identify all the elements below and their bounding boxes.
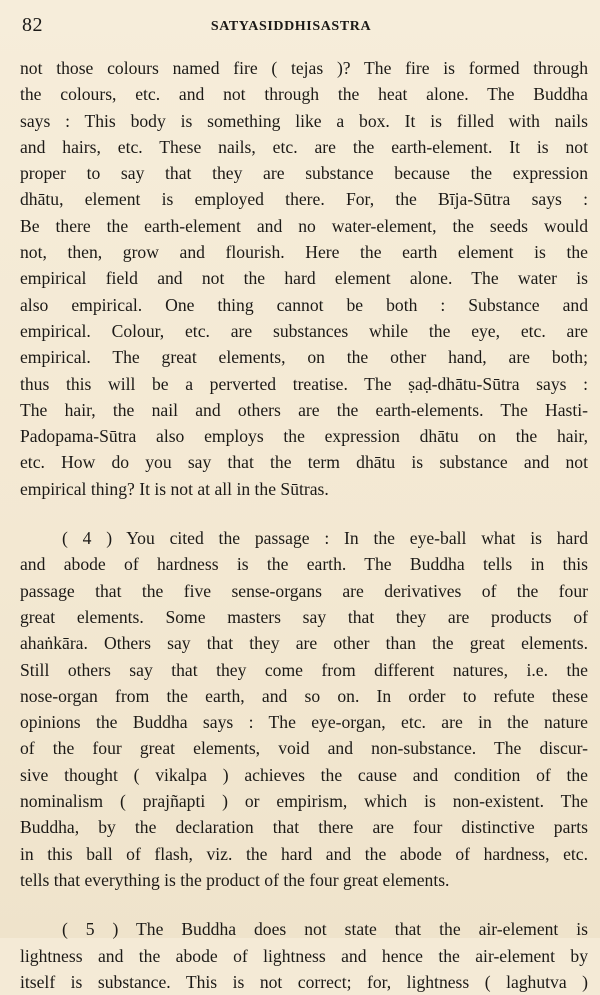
text-line: not, then, grow and flourish. Here the earth element is the <box>20 242 588 263</box>
text-line: empirical. Colour, etc. are substances while the eye, etc. are <box>20 320 588 341</box>
text-line: Still others say that they come from different natures, i.e. the <box>20 659 588 680</box>
text-line: nominalism ( prajñapti ) or empirism, which is non-existent. The <box>20 791 588 812</box>
text-line: proper to say that they are substance because the expression <box>20 163 588 184</box>
text-line: says : This body is something like a box. It is filled with nails <box>20 110 588 131</box>
text-line: Buddha, by the declaration that there are four distinctive parts <box>20 817 588 838</box>
text-line: ( 5 ) The Buddha does not state that the air-element is <box>62 919 588 940</box>
text-line: The hair, the nail and others are the earth-elements. The Hasti- <box>20 399 588 420</box>
text-line: nose-organ from the earth, and so on. In order to refute these <box>20 685 588 706</box>
text-line: empirical. The great elements, on the other hand, are both; <box>20 347 588 368</box>
text-line: ( 4 ) You cited the passage : In the eye-ball what is hard <box>62 528 588 549</box>
text-line: ahaṅkāra. Others say that they are other than the great elements. <box>20 633 588 654</box>
paragraph-gap <box>20 502 588 525</box>
text-line: passage that the five sense-organs are derivatives of the four <box>20 580 588 601</box>
text-line: opinions the Buddha says : The eye-organ, etc. are in the nature <box>20 712 588 733</box>
text-line: of the four great elements, void and non-substance. The discur- <box>20 738 588 759</box>
text-line: Be there the earth-element and no water-element, the seeds would <box>20 215 588 236</box>
text-line: thus this will be a perverted treatise. The ṣaḍ-dhātu-Sūtra says : <box>20 373 588 394</box>
page-number: 82 <box>22 14 43 36</box>
paragraph-3 <box>20 916 588 995</box>
text-line: empirical thing? It is not at all in the Sūtras. <box>20 478 329 499</box>
text-line: tells that everything is the product of the four great elements. <box>20 869 450 890</box>
text-line: etc. How do you say that the term dhātu is substance and not <box>20 452 588 473</box>
text-line: also empirical. One thing cannot be both : Substance and <box>20 294 588 315</box>
text-line: dhātu, element is employed there. For, the Bīja-Sūtra says : <box>20 189 588 210</box>
paragraph-gap <box>20 893 588 916</box>
paragraph-2 <box>20 525 588 893</box>
running-title: SATYASIDDHISASTRA <box>210 19 372 34</box>
text-line: sive thought ( vikalpa ) achieves the cause and condition of the <box>20 764 588 785</box>
text-line: great elements. Some masters say that they are products of <box>20 606 588 627</box>
text-line: empirical field and not the hard element alone. The water is <box>20 268 588 289</box>
page-header <box>22 10 578 40</box>
text-line: and abode of hardness is the earth. The Buddha tells in this <box>20 554 588 575</box>
text-line: the colours, etc. and not through the heat alone. The Buddha <box>20 84 588 105</box>
text-line: in this ball of flash, viz. the hard and the abode of hardness, etc. <box>20 843 588 864</box>
text-line: lightness and the abode of lightness and hence the air-element by <box>20 945 588 966</box>
text-line: Padopama-Sūtra also employs the expression dhātu on the hair, <box>20 426 588 447</box>
text-line: and hairs, etc. These nails, etc. are the earth-element. It is not <box>20 136 588 157</box>
text-line: not those colours named fire ( tejas )? The fire is formed through <box>20 58 588 78</box>
text-line: itself is substance. This is not correct; for, lightness ( laghutva ) <box>20 971 588 992</box>
body-text <box>20 55 588 995</box>
paragraph-1 <box>20 55 588 502</box>
